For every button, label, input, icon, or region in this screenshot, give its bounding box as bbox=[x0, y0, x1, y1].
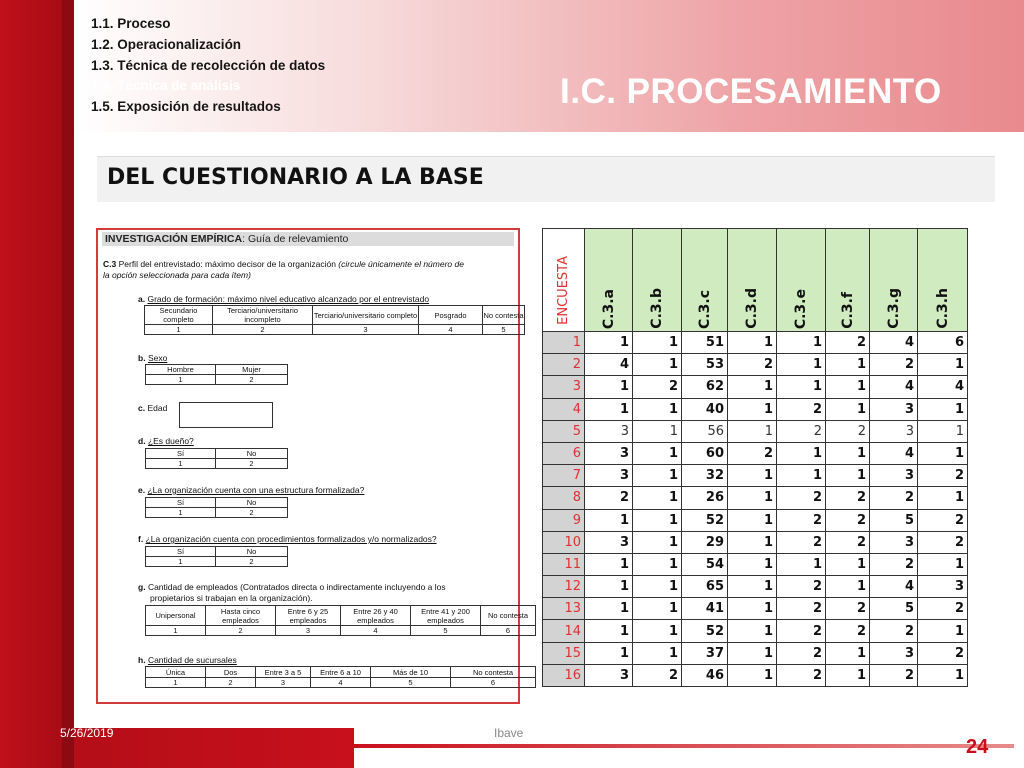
data-cell: 1 bbox=[585, 642, 633, 664]
data-cell: 4 bbox=[870, 576, 918, 598]
data-cell: 54 bbox=[682, 553, 728, 575]
data-cell: 1 bbox=[585, 598, 633, 620]
table-row bbox=[543, 620, 968, 642]
grid-header-col bbox=[777, 229, 826, 332]
left-accent-bar-dark bbox=[62, 0, 74, 768]
data-cell: 1 bbox=[728, 420, 777, 442]
data-cell: 1 bbox=[633, 442, 682, 464]
code-cell: 4 bbox=[419, 325, 483, 335]
row-id-cell: 1 bbox=[543, 332, 585, 354]
footer-date: 5/26/2019 bbox=[60, 726, 114, 740]
data-cell: 41 bbox=[682, 598, 728, 620]
code-cell: 1 bbox=[146, 375, 216, 385]
data-cell: 2 bbox=[826, 487, 870, 509]
data-cell: 53 bbox=[682, 354, 728, 376]
data-cell: 1 bbox=[633, 553, 682, 575]
grid-header-col bbox=[682, 229, 728, 332]
grid-header-col bbox=[918, 229, 968, 332]
data-cell: 1 bbox=[728, 553, 777, 575]
data-cell: 1 bbox=[728, 465, 777, 487]
grid-header-row bbox=[543, 229, 968, 332]
question-e-text: ¿La organización cuenta con una estructura formalizada? bbox=[147, 485, 365, 495]
grid-header-col bbox=[585, 229, 633, 332]
data-cell: 1 bbox=[633, 487, 682, 509]
data-cell: 1 bbox=[826, 642, 870, 664]
option-cell: Dos bbox=[206, 667, 256, 678]
data-cell: 1 bbox=[918, 398, 968, 420]
c3-instruction-line2 bbox=[103, 270, 251, 280]
option-cell: Hombre bbox=[146, 365, 216, 375]
section-outline bbox=[91, 14, 325, 118]
data-cell: 2 bbox=[777, 487, 826, 509]
data-cell: 1 bbox=[826, 398, 870, 420]
data-cell: 2 bbox=[826, 620, 870, 642]
grid-header-col-label: C.3.a bbox=[600, 288, 617, 329]
data-cell: 3 bbox=[585, 465, 633, 487]
data-cell: 2 bbox=[826, 531, 870, 553]
c3-instruction-2: la opción seleccionada para cada ítem) bbox=[103, 270, 251, 280]
option-cell: Sí bbox=[146, 449, 216, 459]
code-cell: 3 bbox=[276, 626, 341, 636]
grid-header-col-label: C.3.d bbox=[744, 288, 760, 329]
option-cell: Unipersonal bbox=[146, 606, 206, 626]
table-row bbox=[543, 442, 968, 464]
data-cell: 1 bbox=[826, 442, 870, 464]
data-cell: 2 bbox=[826, 598, 870, 620]
data-cell: 2 bbox=[777, 576, 826, 598]
question-f-table bbox=[145, 546, 288, 567]
data-cell: 3 bbox=[585, 442, 633, 464]
row-id-cell: 2 bbox=[543, 354, 585, 376]
option-cell: No contesta bbox=[481, 606, 536, 626]
data-cell: 1 bbox=[826, 553, 870, 575]
data-cell: 2 bbox=[777, 509, 826, 531]
code-cell: 5 bbox=[483, 325, 525, 335]
code-cell: 2 bbox=[216, 375, 288, 385]
data-cell: 2 bbox=[777, 642, 826, 664]
question-a-table bbox=[144, 305, 525, 335]
question-f bbox=[138, 534, 437, 544]
grid-body bbox=[543, 332, 968, 687]
data-cell: 1 bbox=[728, 376, 777, 398]
option-cell: Posgrado bbox=[419, 306, 483, 325]
data-cell: 2 bbox=[918, 509, 968, 531]
outline-item: 1.3. Técnica de recolección de datos bbox=[91, 57, 326, 73]
data-cell: 3 bbox=[585, 420, 633, 442]
question-h bbox=[138, 655, 237, 665]
data-cell: 1 bbox=[918, 487, 968, 509]
data-cell: 1 bbox=[585, 398, 633, 420]
grid-header-col-label: C.3.g bbox=[885, 288, 902, 329]
data-cell: 2 bbox=[918, 465, 968, 487]
data-cell: 46 bbox=[682, 664, 728, 686]
data-cell: 2 bbox=[633, 376, 682, 398]
grid-header-col-label: C.3.c bbox=[696, 290, 713, 329]
data-cell: 1 bbox=[728, 531, 777, 553]
option-cell: Secundario completo bbox=[145, 306, 213, 325]
table-row bbox=[543, 509, 968, 531]
outline-item: 1.1. Proceso bbox=[91, 16, 171, 31]
data-cell: 1 bbox=[728, 642, 777, 664]
table-row bbox=[543, 642, 968, 664]
data-cell: 1 bbox=[633, 332, 682, 354]
grid-header-col bbox=[870, 229, 918, 332]
row-id-cell: 9 bbox=[543, 509, 585, 531]
data-cell: 2 bbox=[633, 664, 682, 686]
survey-form-image bbox=[96, 228, 529, 704]
data-cell: 2 bbox=[870, 487, 918, 509]
row-id-cell: 6 bbox=[543, 442, 585, 464]
data-cell: 1 bbox=[826, 376, 870, 398]
data-cell: 1 bbox=[728, 620, 777, 642]
table-row bbox=[543, 576, 968, 598]
grid-header-col bbox=[633, 229, 682, 332]
row-id-cell: 5 bbox=[543, 420, 585, 442]
data-cell: 4 bbox=[870, 332, 918, 354]
data-cell: 1 bbox=[633, 465, 682, 487]
data-cell: 5 bbox=[870, 598, 918, 620]
question-g-table bbox=[145, 605, 536, 636]
data-cell: 1 bbox=[777, 442, 826, 464]
data-cell: 2 bbox=[918, 531, 968, 553]
option-cell: Terciario/universitario incompleto bbox=[213, 306, 313, 325]
data-cell: 3 bbox=[870, 642, 918, 664]
form-header bbox=[102, 232, 514, 246]
data-cell: 1 bbox=[728, 487, 777, 509]
data-cell: 2 bbox=[777, 598, 826, 620]
question-b-label: b. bbox=[138, 353, 146, 363]
table-row bbox=[543, 531, 968, 553]
code-cell: 5 bbox=[371, 678, 451, 688]
code-cell: 2 bbox=[213, 325, 313, 335]
data-cell: 2 bbox=[728, 354, 777, 376]
data-cell: 1 bbox=[633, 354, 682, 376]
data-cell: 1 bbox=[777, 553, 826, 575]
data-cell: 51 bbox=[682, 332, 728, 354]
table-row bbox=[543, 487, 968, 509]
grid-header-col-label: C.3.f bbox=[839, 292, 856, 329]
table-row bbox=[543, 465, 968, 487]
data-cell: 2 bbox=[585, 487, 633, 509]
data-cell: 4 bbox=[918, 376, 968, 398]
data-cell: 1 bbox=[918, 420, 968, 442]
data-cell: 1 bbox=[826, 354, 870, 376]
data-cell: 1 bbox=[728, 576, 777, 598]
question-e-label: e. bbox=[138, 485, 146, 495]
code-cell: 1 bbox=[146, 557, 216, 567]
option-cell: Terciario/universitario completo bbox=[313, 306, 419, 325]
table-row bbox=[543, 553, 968, 575]
data-cell: 3 bbox=[870, 531, 918, 553]
option-cell: Más de 10 bbox=[371, 667, 451, 678]
question-g bbox=[138, 582, 446, 592]
row-id-cell: 3 bbox=[543, 376, 585, 398]
data-cell: 2 bbox=[870, 354, 918, 376]
row-id-cell: 8 bbox=[543, 487, 585, 509]
question-d-text: ¿Es dueño? bbox=[147, 436, 194, 446]
question-a-label: a. bbox=[138, 294, 146, 304]
table-row bbox=[543, 420, 968, 442]
code-cell: 2 bbox=[206, 626, 276, 636]
data-cell: 1 bbox=[826, 465, 870, 487]
option-cell: Sí bbox=[146, 547, 216, 557]
slide-title: I.C. PROCESAMIENTO bbox=[560, 72, 942, 111]
data-cell: 2 bbox=[826, 509, 870, 531]
data-cell: 1 bbox=[777, 354, 826, 376]
grid-header-col bbox=[728, 229, 777, 332]
grid-header-col bbox=[826, 229, 870, 332]
question-e-table bbox=[145, 497, 288, 518]
data-cell: 2 bbox=[777, 620, 826, 642]
table-row bbox=[543, 664, 968, 686]
row-id-cell: 13 bbox=[543, 598, 585, 620]
option-cell: Mujer bbox=[216, 365, 288, 375]
question-g-line2 bbox=[150, 593, 313, 603]
c3-code: C.3 bbox=[103, 259, 117, 269]
option-cell: No bbox=[216, 547, 288, 557]
data-cell: 56 bbox=[682, 420, 728, 442]
data-cell: 29 bbox=[682, 531, 728, 553]
c3-instruction: (circule únicamente el número de bbox=[338, 259, 464, 269]
option-cell: No contesta bbox=[451, 667, 536, 678]
data-cell: 1 bbox=[918, 553, 968, 575]
data-cell: 1 bbox=[728, 332, 777, 354]
data-cell: 37 bbox=[682, 642, 728, 664]
data-cell: 2 bbox=[918, 642, 968, 664]
c3-question bbox=[103, 259, 464, 269]
option-cell: No bbox=[216, 449, 288, 459]
code-cell: 2 bbox=[216, 508, 288, 518]
data-cell: 1 bbox=[585, 576, 633, 598]
question-f-label: f. bbox=[138, 534, 144, 544]
data-cell: 2 bbox=[777, 531, 826, 553]
code-cell: 5 bbox=[411, 626, 481, 636]
data-cell: 1 bbox=[918, 442, 968, 464]
data-cell: 1 bbox=[826, 664, 870, 686]
option-cell: Única bbox=[146, 667, 206, 678]
code-cell: 3 bbox=[313, 325, 419, 335]
question-h-label: h. bbox=[138, 655, 146, 665]
subtitle-text: DEL CUESTIONARIO A LA BASE bbox=[107, 165, 484, 190]
age-entry-box bbox=[179, 402, 273, 428]
data-cell: 1 bbox=[633, 598, 682, 620]
data-cell: 1 bbox=[918, 354, 968, 376]
code-cell: 2 bbox=[216, 557, 288, 567]
table-row bbox=[543, 332, 968, 354]
data-cell: 1 bbox=[633, 576, 682, 598]
data-cell: 1 bbox=[633, 531, 682, 553]
data-cell: 1 bbox=[826, 576, 870, 598]
data-cell: 1 bbox=[728, 664, 777, 686]
code-cell: 3 bbox=[256, 678, 311, 688]
outline-item-current: 1.4. Técnica de análisis bbox=[91, 78, 241, 94]
left-accent-bar bbox=[0, 0, 62, 768]
option-cell: No bbox=[216, 498, 288, 508]
question-d-label: d. bbox=[138, 436, 146, 446]
data-cell: 2 bbox=[777, 664, 826, 686]
code-cell: 2 bbox=[206, 678, 256, 688]
grid-header-id-label: ENCUESTA bbox=[556, 256, 571, 325]
table-row bbox=[543, 376, 968, 398]
data-cell: 2 bbox=[826, 420, 870, 442]
data-cell: 1 bbox=[918, 664, 968, 686]
data-cell: 1 bbox=[585, 376, 633, 398]
outline-item: 1.2. Operacionalización bbox=[91, 36, 242, 52]
option-cell: Entre 6 y 25 empleados bbox=[276, 606, 341, 626]
form-header-bold: INVESTIGACIÓN EMPÍRICA bbox=[105, 233, 243, 245]
option-cell: Sí bbox=[146, 498, 216, 508]
c3-text: Perfil del entrevistado: máximo decisor de la organización bbox=[116, 259, 339, 269]
question-b bbox=[138, 353, 167, 363]
code-cell: 6 bbox=[451, 678, 536, 688]
data-cell: 1 bbox=[585, 509, 633, 531]
data-cell: 1 bbox=[728, 509, 777, 531]
data-cell: 2 bbox=[870, 664, 918, 686]
row-id-cell: 7 bbox=[543, 465, 585, 487]
data-cell: 4 bbox=[870, 376, 918, 398]
question-d-table bbox=[145, 448, 288, 469]
grid-header-col-label: C.3.e bbox=[793, 288, 809, 329]
data-cell: 1 bbox=[777, 465, 826, 487]
question-c-label: c. bbox=[138, 403, 146, 413]
question-d bbox=[138, 436, 194, 446]
data-cell: 1 bbox=[633, 398, 682, 420]
form-header-rest: : Guía de relevamiento bbox=[242, 233, 349, 245]
survey-data-grid bbox=[542, 228, 968, 687]
code-cell: 1 bbox=[146, 508, 216, 518]
option-cell: Entre 26 y 40 empleados bbox=[341, 606, 411, 626]
question-c bbox=[138, 403, 167, 413]
data-cell: 3 bbox=[870, 465, 918, 487]
footer-author: Ibave bbox=[494, 726, 524, 740]
data-cell: 1 bbox=[633, 620, 682, 642]
data-cell: 1 bbox=[918, 620, 968, 642]
data-cell: 1 bbox=[633, 420, 682, 442]
data-cell: 1 bbox=[585, 620, 633, 642]
option-cell: No contesta bbox=[483, 306, 525, 325]
data-cell: 6 bbox=[918, 332, 968, 354]
data-cell: 2 bbox=[777, 420, 826, 442]
data-cell: 3 bbox=[585, 664, 633, 686]
code-cell: 6 bbox=[481, 626, 536, 636]
subtitle-banner bbox=[97, 156, 995, 202]
data-cell: 2 bbox=[870, 553, 918, 575]
grid-header-col-label: C.3.b bbox=[649, 288, 665, 329]
data-cell: 2 bbox=[826, 332, 870, 354]
table-row bbox=[543, 354, 968, 376]
data-cell: 2 bbox=[918, 598, 968, 620]
question-g-text: Cantidad de empleados (Contratados directa o indirectamente incluyendo a los bbox=[147, 582, 446, 592]
question-g-label: g. bbox=[138, 582, 146, 592]
code-cell: 4 bbox=[311, 678, 371, 688]
question-g-text-2: propietarios si trabajan en la organización). bbox=[150, 593, 313, 603]
option-cell: Entre 41 y 200 empleados bbox=[411, 606, 481, 626]
data-cell: 1 bbox=[777, 376, 826, 398]
grid-header-col-label: C.3.h bbox=[934, 288, 951, 329]
grid-header-id bbox=[543, 229, 585, 332]
code-cell: 2 bbox=[216, 459, 288, 469]
footer-line bbox=[354, 744, 1014, 748]
data-cell: 3 bbox=[870, 420, 918, 442]
data-cell: 2 bbox=[777, 398, 826, 420]
code-cell: 1 bbox=[145, 325, 213, 335]
data-cell: 40 bbox=[682, 398, 728, 420]
question-b-text: Sexo bbox=[147, 353, 168, 363]
code-cell: 4 bbox=[341, 626, 411, 636]
data-cell: 1 bbox=[777, 332, 826, 354]
question-a-text: Grado de formación: máximo nivel educativo alcanzado por el entrevistado bbox=[147, 294, 430, 304]
footer-red-block bbox=[74, 728, 354, 768]
data-cell: 1 bbox=[633, 642, 682, 664]
question-a bbox=[138, 294, 429, 304]
option-cell: Entre 6 a 10 bbox=[311, 667, 371, 678]
data-cell: 1 bbox=[585, 332, 633, 354]
row-id-cell: 4 bbox=[543, 398, 585, 420]
row-id-cell: 11 bbox=[543, 553, 585, 575]
data-cell: 1 bbox=[633, 509, 682, 531]
data-cell: 1 bbox=[728, 598, 777, 620]
row-id-cell: 14 bbox=[543, 620, 585, 642]
page-number: 24 bbox=[966, 736, 989, 758]
option-cell: Hasta cinco empleados bbox=[206, 606, 276, 626]
data-cell: 60 bbox=[682, 442, 728, 464]
row-id-cell: 10 bbox=[543, 531, 585, 553]
code-cell: 1 bbox=[146, 626, 206, 636]
table-row bbox=[543, 398, 968, 420]
question-e bbox=[138, 485, 364, 495]
data-cell: 3 bbox=[870, 398, 918, 420]
row-id-cell: 12 bbox=[543, 576, 585, 598]
data-cell: 4 bbox=[870, 442, 918, 464]
table-row bbox=[543, 598, 968, 620]
data-cell: 52 bbox=[682, 509, 728, 531]
question-c-text: Edad bbox=[147, 403, 168, 413]
data-cell: 1 bbox=[728, 398, 777, 420]
row-id-cell: 16 bbox=[543, 664, 585, 686]
option-cell: Entre 3 a 5 bbox=[256, 667, 311, 678]
data-cell: 26 bbox=[682, 487, 728, 509]
data-cell: 52 bbox=[682, 620, 728, 642]
data-cell: 4 bbox=[585, 354, 633, 376]
question-f-text: ¿La organización cuenta con procedimientos formalizados y/o normalizados? bbox=[145, 534, 437, 544]
question-h-table bbox=[145, 666, 536, 688]
data-cell: 3 bbox=[585, 531, 633, 553]
data-cell: 65 bbox=[682, 576, 728, 598]
question-b-table bbox=[145, 364, 288, 385]
data-cell: 1 bbox=[585, 553, 633, 575]
code-cell: 1 bbox=[146, 678, 206, 688]
data-cell: 2 bbox=[728, 442, 777, 464]
question-h-text: Cantidad de sucursales bbox=[147, 655, 237, 665]
data-cell: 62 bbox=[682, 376, 728, 398]
outline-item: 1.5. Exposición de resultados bbox=[91, 99, 281, 115]
data-cell: 32 bbox=[682, 465, 728, 487]
data-cell: 5 bbox=[870, 509, 918, 531]
row-id-cell: 15 bbox=[543, 642, 585, 664]
code-cell: 1 bbox=[146, 459, 216, 469]
data-cell: 3 bbox=[918, 576, 968, 598]
data-cell: 2 bbox=[870, 620, 918, 642]
